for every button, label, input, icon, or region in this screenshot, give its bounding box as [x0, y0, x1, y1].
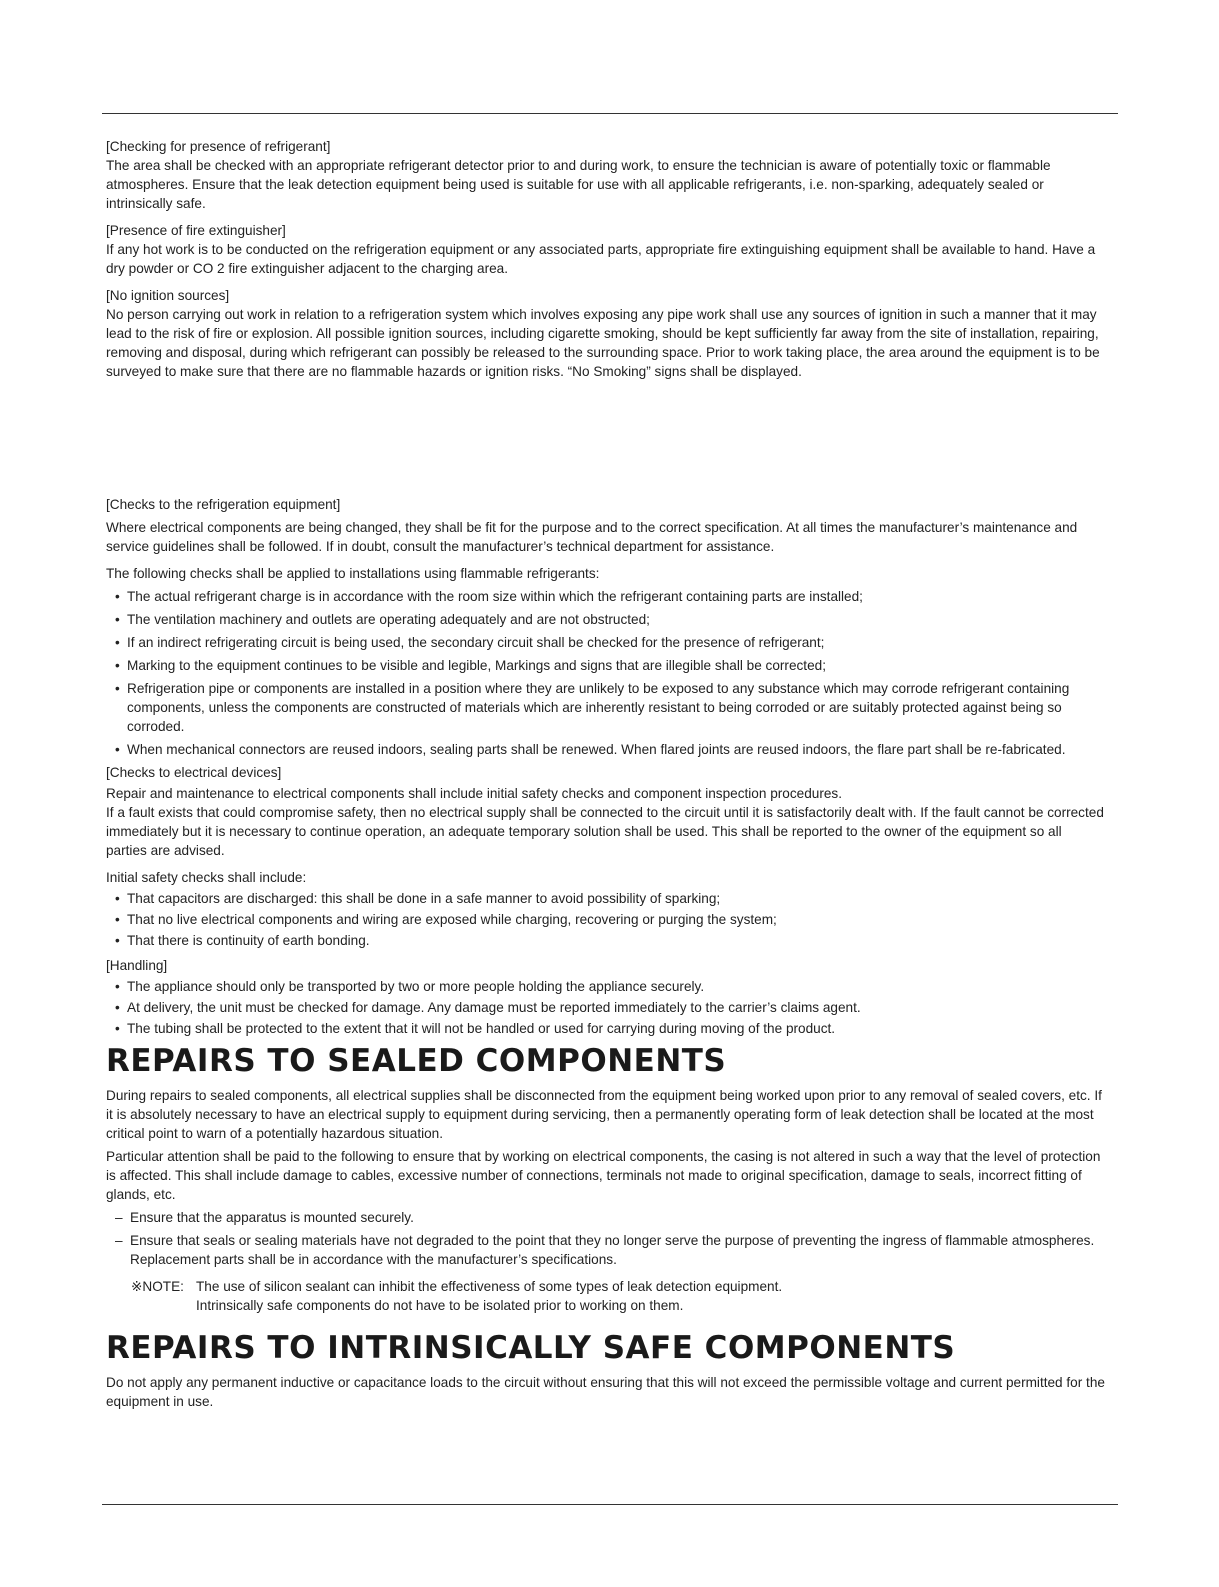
upper-section — [106, 137, 1106, 381]
heading-refrigeration-equipment: [Checks to the refrigeration equipment] — [106, 497, 341, 512]
list-item: – Ensure that seals or sealing materials have not degraded to the point that they no longer serve the purpose of preventing the ingress of flammable atmospheres. Replacement parts shall be in accordance with the manufacturer’s specifications. — [106, 1231, 1106, 1269]
list-item: • The tubing shall be protected to the extent that it will not be handled or used for carrying during moving of the product. — [106, 1019, 1106, 1038]
paragraph-refrigerant-check: The area shall be checked with an appropriate refrigerant detector prior to and during work, to ensure the technician is aware of potentially toxic or flammable atmospheres. Ensure that the leak detection equipment being used is suitable for use with all applicable refrigerants, i.e. non-sparking, adequately sealed or intrinsically safe. — [106, 158, 1051, 211]
title-sealed-components: REPAIRS TO SEALED COMPONENTS — [106, 1043, 727, 1079]
list-item: • That no live electrical components and wiring are exposed while charging, recovering or purging the system; — [106, 910, 1106, 929]
bottom-rule — [102, 1504, 1118, 1505]
list-item: – Ensure that the apparatus is mounted securely. — [106, 1208, 1106, 1227]
paragraph-intrinsically-safe: Do not apply any permanent inductive or capacitance loads to the circuit without ensuring that this will not exceed the permissible voltage and current permitted for the equipment in use. — [106, 1375, 1105, 1409]
paragraph-refrigeration-equipment: Where electrical components are being changed, they shall be fit for the purpose and to the correct specification. At all times the manufacturer’s maintenance and service guidelines shall be followed. If in doubt, consult the manufacturer’s technical department for assistance. — [106, 520, 1078, 554]
safety-checks-intro: Initial safety checks shall include: — [106, 870, 307, 885]
title-intrinsically-safe: REPAIRS TO INTRINSICALLY SAFE COMPONENTS — [106, 1330, 956, 1366]
heading-handling: [Handling] — [106, 958, 168, 973]
paragraph-ignition-sources: No person carrying out work in relation to a refrigeration system which involves exposing any pipe work shall use any sources of ignition in such a manner that it may lead to the risk of fire or explosion. All possible ignition sources, including cigarette smoking, should be kept sufficiently far away from the site of installation, repairing, removing and disposal, during which refrigerant can possibly be released to the surrounding space. Prior to work taking place, the area around the equipment is to be surveyed to make sure that there are no flammable hazards or ignition risks. “No Smoking” signs shall be displayed. — [106, 307, 1100, 379]
list-item: • The ventilation machinery and outlets are operating adequately and are not obstructed; — [106, 610, 1106, 629]
paragraph-fire-extinguisher: If any hot work is to be conducted on the refrigeration equipment or any associated parts, appropriate fire extinguishing equipment shall be available to hand. Have a dry powder or CO 2 fire extinguisher adjacent to the charging area. — [106, 242, 1096, 276]
equipment-checks-list — [106, 587, 1106, 759]
list-item: • That capacitors are discharged: this shall be done in a safe manner to avoid possibility of sparking; — [106, 889, 1106, 908]
note-line: The use of silicon sealant can inhibit the effectiveness of some types of leak detection equipment. — [196, 1279, 783, 1294]
checks-intro: The following checks shall be applied to installations using flammable refrigerants: — [106, 566, 600, 581]
note-label: ※NOTE: — [131, 1279, 184, 1294]
list-item: • That there is continuity of earth bonding. — [106, 931, 1106, 950]
lower-section — [106, 495, 1106, 1411]
list-item: • At delivery, the unit must be checked for damage. Any damage must be reported immediately to the carrier’s claims agent. — [106, 998, 1106, 1017]
list-item: • Marking to the equipment continues to be visible and legible, Markings and signs that are illegible shall be corrected; — [106, 656, 1106, 675]
list-item: • Refrigeration pipe or components are installed in a position where they are unlikely to be exposed to any substance which may corrode refrigerant containing components, unless the components are constructed of materials which are inherently resistant to being corroded or are suitably protected against being so corroded. — [106, 679, 1106, 736]
paragraph-electrical-2: If a fault exists that could compromise safety, then no electrical supply shall be connected to the circuit until it is satisfactorily dealt with. If the fault cannot be corrected immediately but it is necessary to continue operation, an adequate temporary solution shall be used. This shall be reported to the owner of the equipment so all parties are advised. — [106, 805, 1104, 858]
list-item: • The appliance should only be transported by two or more people holding the appliance securely. — [106, 977, 1106, 996]
heading-ignition-sources: [No ignition sources] — [106, 288, 230, 303]
paragraph-sealed-1: During repairs to sealed components, all electrical supplies shall be disconnected from the equipment being worked upon prior to any removal of sealed covers, etc. If it is absolutely necessary to have an electrical supply to equipment during servicing, then a permanently operating form of leak detection shall be located at the most critical point to warn of a potentially hazardous situation. — [106, 1088, 1102, 1141]
paragraph-electrical-1: Repair and maintenance to electrical components shall include initial safety checks and component inspection procedures. — [106, 786, 842, 801]
heading-fire-extinguisher: [Presence of fire extinguisher] — [106, 223, 286, 238]
safety-checks-list — [106, 889, 1106, 950]
paragraph-sealed-2: Particular attention shall be paid to the following to ensure that by working on electrical components, the casing is not altered in such a way that the level of protection is affected. This shall include damage to cables, excessive number of connections, terminals not made to original specification, damage to seals, incorrect fitting of glands, etc. — [106, 1149, 1101, 1202]
heading-electrical-devices: [Checks to electrical devices] — [106, 765, 282, 780]
list-item: • When mechanical connectors are reused indoors, sealing parts shall be renewed. When flared joints are reused indoors, the flare part shall be re-fabricated. — [106, 740, 1106, 759]
note — [131, 1277, 1106, 1315]
top-rule — [102, 113, 1118, 114]
handling-list — [106, 977, 1106, 1038]
sealed-list — [106, 1208, 1106, 1269]
heading-refrigerant-check: [Checking for presence of refrigerant] — [106, 139, 331, 154]
list-item: • If an indirect refrigerating circuit is being used, the secondary circuit shall be checked for the presence of refrigerant; — [106, 633, 1106, 652]
note-line: Intrinsically safe components do not have to be isolated prior to working on them. — [196, 1298, 684, 1313]
list-item: • The actual refrigerant charge is in accordance with the room size within which the refrigerant containing parts are installed; — [106, 587, 1106, 606]
